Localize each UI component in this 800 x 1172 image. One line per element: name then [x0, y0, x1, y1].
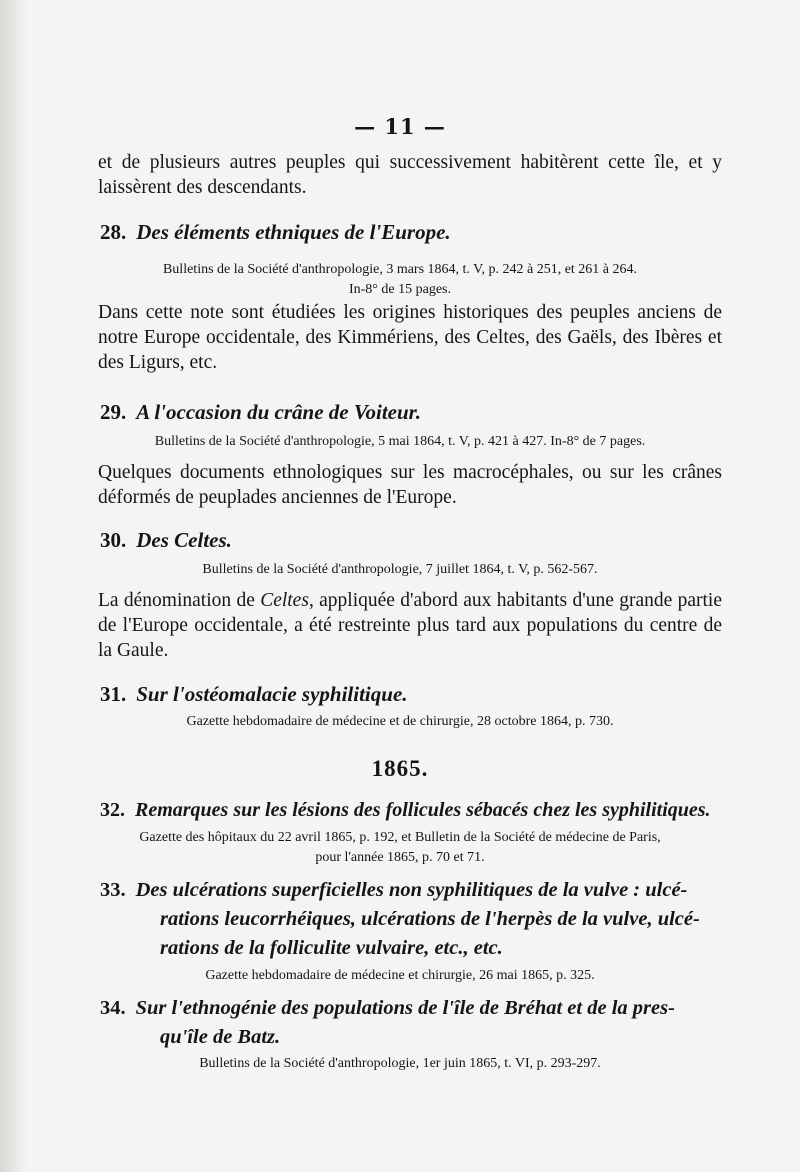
entry-number: 34.	[100, 997, 126, 1019]
entry-title-line: Des ulcérations superficielles non syphilitiques de la vulve : ulcé-	[135, 879, 688, 901]
entry-34-title	[100, 994, 740, 1052]
entry-title-line: qu'île de Batz.	[160, 1026, 281, 1048]
reference-line: pour l'année 1865, p. 70 et 71.	[315, 850, 485, 865]
entry-title-text: A l'occasion du crâne de Voiteur.	[136, 400, 421, 424]
entry-33-title	[100, 876, 740, 963]
entry-title-line: rations leucorrhéiques, ulcérations de l'herpès de la vulve, ulcé-	[160, 908, 700, 930]
entry-29-text: Quelques documents ethnologiques sur les macrocéphales, ou sur les crânes déformés de peuplades anciennes de l'Europe.	[98, 462, 722, 508]
reference-line: In-8° de 15 pages.	[348, 282, 451, 297]
reference-line: Bulletins de la Société d'anthropologie, 3 mars 1864, t. V, p. 242 à 251, et 261 à 264.	[162, 262, 638, 277]
entry-29-reference: Bulletins de la Société d'anthropologie, 5 mai 1864, t. V, p. 421 à 427. In-8° de 7 pages.	[154, 434, 646, 449]
entry-title-line: Sur l'ethnogénie des populations de l'île de Bréhat et de la pres-	[135, 997, 675, 1019]
entry-33-reference: Gazette hebdomadaire de médecine et chirurgie, 26 mai 1865, p. 325.	[205, 968, 595, 983]
entry-32-reference	[100, 828, 700, 868]
entry-title-text: Des Celtes.	[136, 528, 232, 552]
entry-30-title	[100, 526, 740, 554]
entry-30-reference: Bulletins de la Société d'anthropologie, 7 juillet 1864, t. V, p. 562-567.	[202, 562, 598, 577]
text-segment: La dénomination de	[98, 590, 261, 611]
entry-title-text: Remarques sur les lésions des follicules sébacés chez les syphilitiques.	[135, 799, 711, 821]
entry-29-title	[100, 398, 740, 426]
page-edge-shadow	[0, 0, 28, 1172]
emphasis-celtes: Celtes	[260, 590, 309, 611]
entry-30-text	[98, 588, 722, 663]
entry-34-reference: Bulletins de la Société d'anthropologie, 1er juin 1865, t. VI, p. 293-297.	[199, 1056, 601, 1071]
entry-31-reference: Gazette hebdomadaire de médecine et de chirurgie, 28 octobre 1864, p. 730.	[186, 714, 614, 729]
reference-line: Gazette des hôpitaux du 22 avril 1865, p. 192, et Bulletin de la Société de médecine de Paris,	[139, 830, 661, 845]
entry-28-text: Dans cette note sont étudiées les origines historiques des peuples anciens de notre Europe occidentale, des Kimmériens, des Celtes, des Gaëls, des Ibères et des Ligurs, etc.	[98, 302, 722, 373]
entry-number: 30.	[100, 528, 127, 552]
opening-paragraph: et de plusieurs autres peuples qui successivement habitèrent cette île, et y laissèrent des descendants.	[98, 152, 722, 198]
entry-28-title	[100, 218, 740, 246]
page-number: — 11 —	[354, 114, 446, 139]
entry-number: 28.	[100, 220, 127, 244]
entry-number: 32.	[100, 799, 125, 821]
entry-number: 33.	[100, 879, 126, 901]
entry-number: 29.	[100, 400, 127, 424]
entry-number: 31.	[100, 682, 127, 706]
entry-31-title	[100, 680, 740, 708]
entry-title-line: rations de la folliculite vulvaire, etc., etc.	[160, 937, 503, 959]
entry-title-text: Des éléments ethniques de l'Europe.	[136, 220, 451, 244]
entry-28-reference	[100, 260, 700, 300]
entry-title-text: Sur l'ostéomalacie syphilitique.	[136, 682, 408, 706]
year-heading: 1865.	[371, 756, 429, 781]
text-segment: , appliquée d'abord aux habitants d'une grande partie de l'Europe occidentale, a été restreinte plus tard aux populations du centre de la Gaule.	[98, 590, 722, 661]
entry-32-title	[100, 796, 740, 824]
